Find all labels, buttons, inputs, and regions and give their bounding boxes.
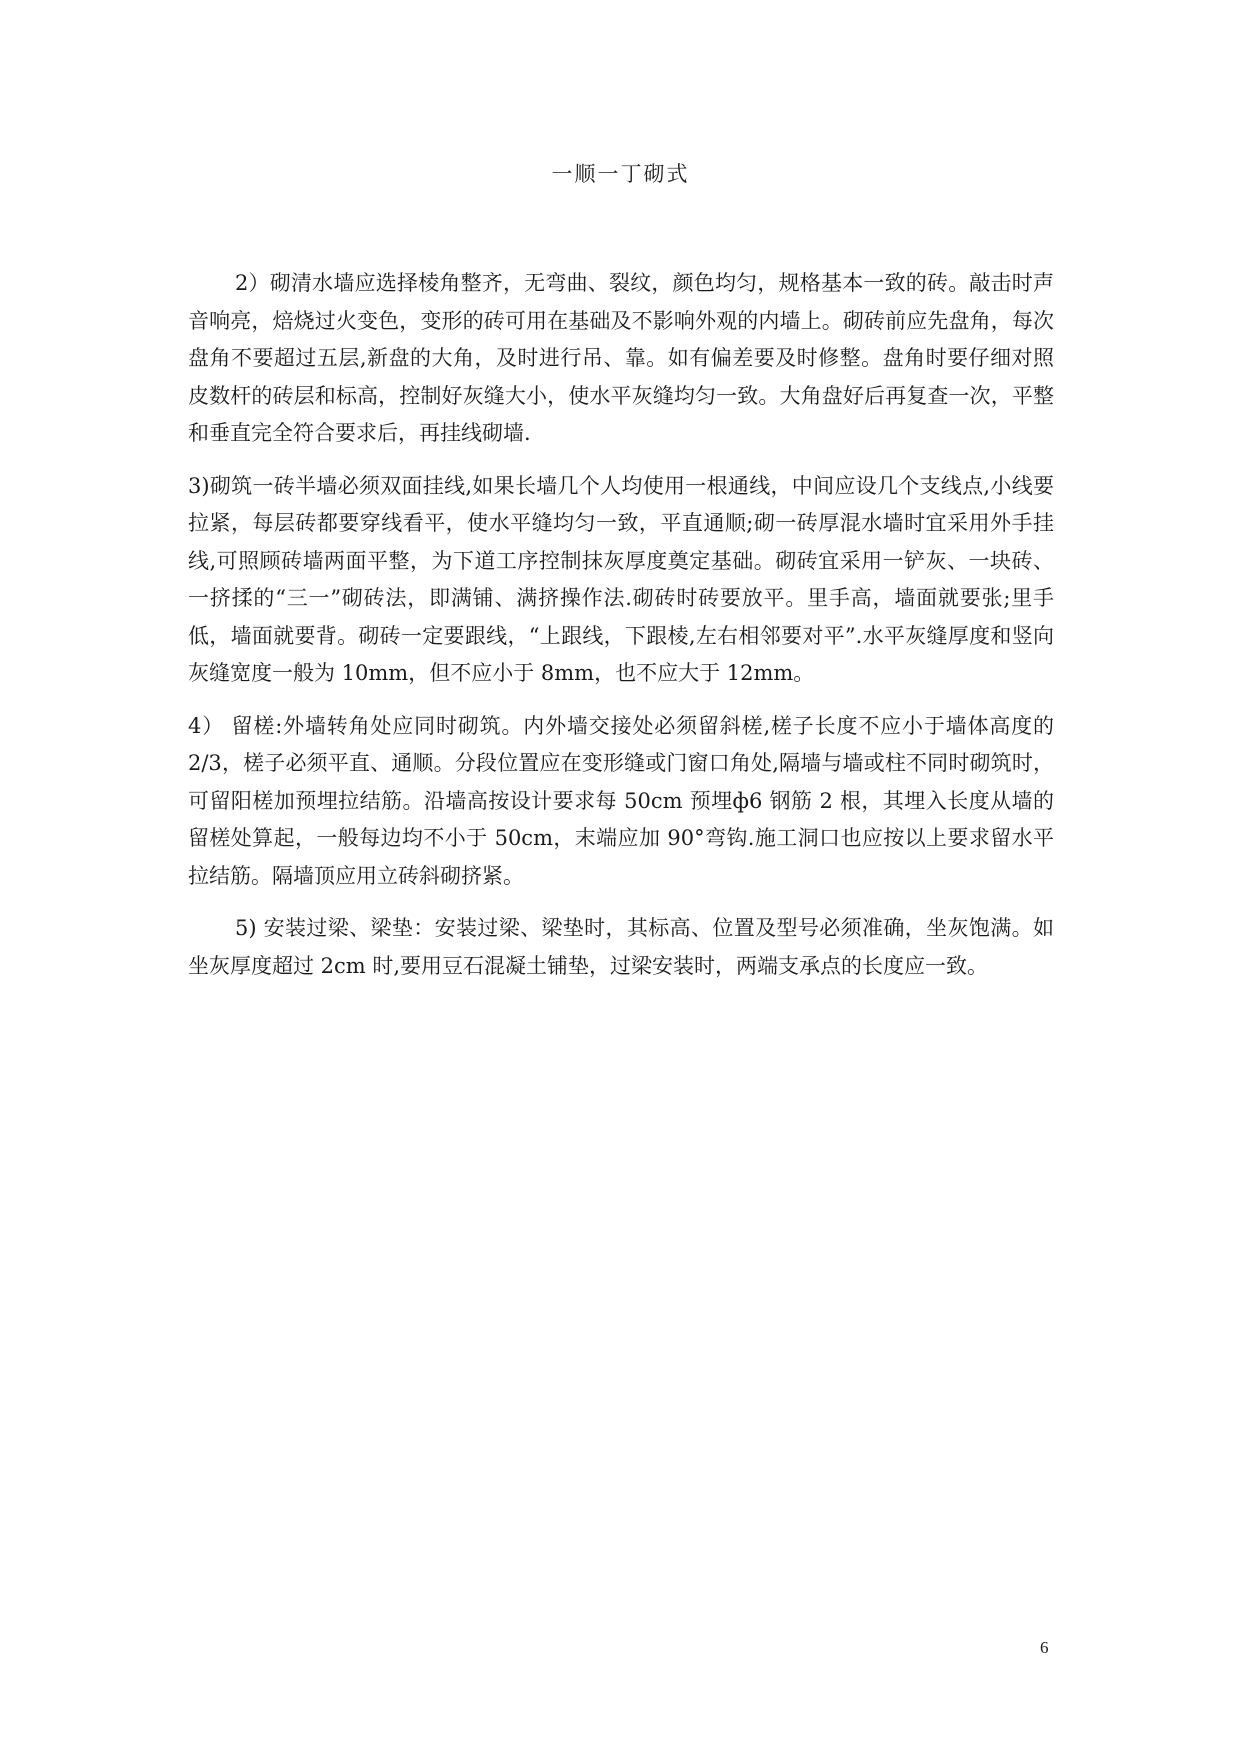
section-title: 一顺一丁砌式 <box>551 162 690 186</box>
page-number: 6 <box>1040 1638 1049 1657</box>
body-text <box>188 265 1054 1000</box>
paragraph-4: 4） 留槎:外墙转角处应同时砌筑。内外墙交接处必须留斜槎,槎子长度不应小于墙体高度的 2/3，槎子必须平直、通顺。分段位置应在变形缝或门窗口角处,隔墙与墙或柱不同时砌筑时，可留阳槎加预埋拉结筋。沿墙高按设计要求每 50cm 预埋ф6 钢筋 2 根，其埋入长度从墙的留槎处算起，一般每边均不小于 50cm，末端应加 90°弯钩.施工洞口也应按以上要求留水平拉结筋。隔墙顶应用立砖斜砌挤紧。 <box>188 713 1054 888</box>
paragraph-5: 5) 安装过梁、梁垫：安装过梁、梁垫时，其标高、位置及型号必须准确，坐灰饱满。如坐灰厚度超过 2cm 时,要用豆石混凝土铺垫，过梁安装时，两端支承点的长度应一致。 <box>188 916 1054 978</box>
paragraph-3: 3)砌筑一砖半墙必须双面挂线,如果长墙几个人均使用一根通线，中间应设几个支线点,小线要拉紧，每层砖都要穿线看平，使水平缝均匀一致，平直通顺;砌一砖厚混水墙时宜采用外手挂线,可照顾砖墙两面平整，为下道工序控制抹灰厚度奠定基础。砌砖宜采用一铲灰、一块砖、一挤揉的“三一”砌砖法，即满铺、满挤操作法.砌砖时砖要放平。里手高，墙面就要张;里手低，墙面就要背。砌砖一定要跟线，“上跟线，下跟棱,左右相邻要对平”.水平灰缝厚度和竖向灰缝宽度一般为 10mm，但不应小于 8mm，也不应大于 12mm。 <box>188 473 1054 685</box>
paragraph-2: 2）砌清水墙应选择棱角整齐，无弯曲、裂纹，颜色均匀，规格基本一致的砖。敲击时声音响亮，焙烧过火变色，变形的砖可用在基础及不影响外观的内墙上。砌砖前应先盘角，每次盘角不要超过五层,新盘的大角，及时进行吊、靠。如有偏差要及时修整。盘角时要仔细对照皮数杆的砖层和标高，控制好灰缝大小，使水平灰缝均匀一致。大角盘好后再复查一次，平整和垂直完全符合要求后，再挂线砌墙. <box>188 271 1054 445</box>
